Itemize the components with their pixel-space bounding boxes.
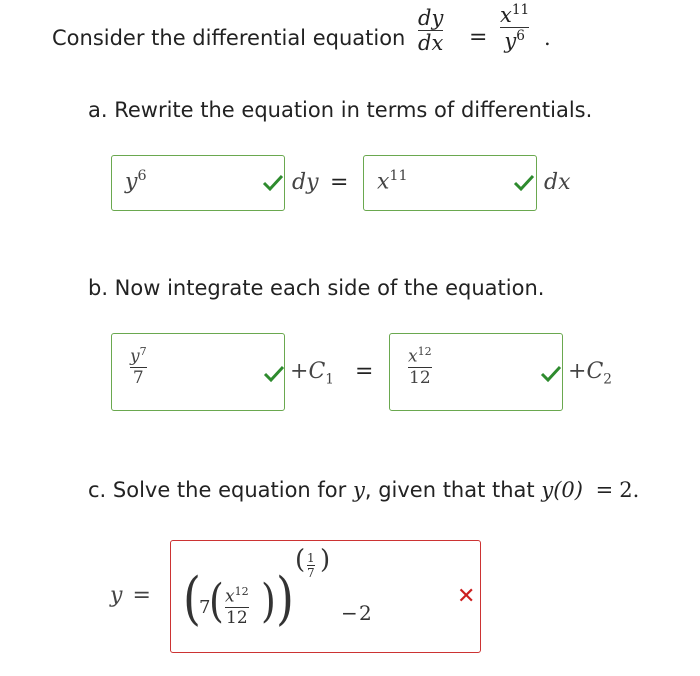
answer-coefficient: 7 [199,597,211,618]
de-left-fraction [418,6,443,55]
part-b-right-check-icon [540,365,562,383]
part-a-equals: = [330,170,349,195]
answer-minus: − [341,601,358,625]
answer-inner-fraction: $x^{12}$ 12 [225,585,249,628]
de-left-denominator: dx [418,31,444,55]
part-b-equals: = [355,359,374,384]
part-c-variable: y [352,478,365,502]
de-left-numerator: dy [418,6,444,30]
de-right-denominator: $y^6$ [504,28,525,53]
de-equals: = [469,25,488,50]
answer-exponent-fraction: 1 7 [307,551,315,580]
de-right-numerator: $x^{11}$ [500,2,530,27]
part-b-right-answer: $x^{12}$ 12 [408,345,432,388]
part-b-left-suffix: $+C_1$ [290,359,334,388]
part-a-left-check-icon [262,174,284,192]
de-right-fraction [500,2,529,53]
part-b-left-check-icon [263,365,285,383]
inner-paren-right: ) [261,574,276,628]
part-a-right-answer: $x^{11}$ [377,168,408,195]
exponent-paren-left: ( [295,545,306,575]
part-c-condition-value: 2. [619,478,640,502]
answer-constant: 2 [359,601,372,625]
part-a-label: a. Rewrite the equation in terms of differentials. [88,98,593,122]
part-c-condition-func: y(0) [541,478,583,502]
part-c-answer-lhs: y = [110,583,151,608]
part-b-label: b. Now integrate each side of the equation. [88,276,545,300]
inner-paren-left: ( [209,574,224,628]
part-b-left-answer: $y^7$ 7 [130,345,147,388]
part-c-incorrect-icon: ✕ [457,584,476,609]
part-a-left-answer: $y^6$ [125,168,147,195]
exponent-paren-right: ) [320,545,331,575]
outer-paren-left: ( [183,564,201,632]
part-a-right-check-icon [513,174,535,192]
question-intro: Consider the differential equation [52,26,406,50]
part-a-right-suffix: dx [544,170,571,195]
part-c-condition-eq: = [595,478,614,502]
part-b-right-suffix: $+C_2$ [568,359,612,388]
part-c-label: c. Solve the equation for y, given that that y(0) = 2. [88,478,640,502]
part-a-left-suffix: dy [292,170,319,195]
outer-paren-right: ) [276,564,294,632]
de-period: . [544,26,551,50]
part-c-answer-expression [183,547,433,647]
